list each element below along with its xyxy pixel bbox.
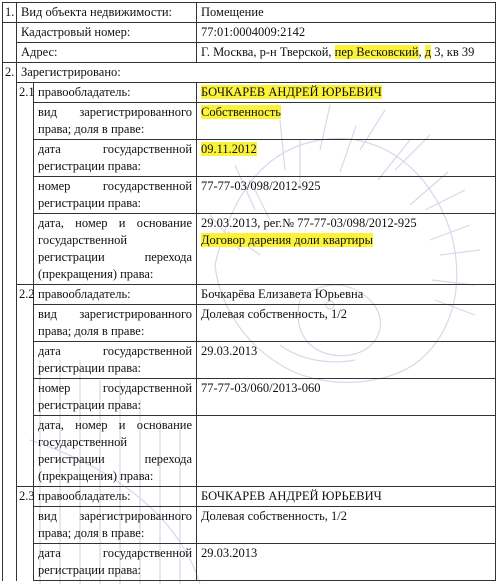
- right-number: 2.2: [17, 285, 34, 305]
- right-2-2-owner-row: [3, 285, 496, 305]
- owner-label: правообладатель:: [34, 285, 197, 305]
- right-2-1-owner-row: [3, 83, 496, 103]
- right-number: 2.1: [17, 83, 34, 103]
- reg-date-value: 29.03.2013: [197, 342, 496, 379]
- right-2-1-basis-row: [3, 214, 496, 285]
- reg-date-label: дата государственной регистрации права:: [34, 544, 197, 581]
- transfer-basis-label: дата, номер и основание государственной регистрации перехода (прекращения) права:: [34, 416, 197, 487]
- reg-number-label: номер государственной регистрации права:: [34, 177, 197, 214]
- right-number: 2.3: [17, 487, 34, 507]
- reg-date-value: 09.11.2012: [197, 140, 496, 177]
- right-2-1-type-row: [3, 103, 496, 140]
- registered-label: Зарегистрировано:: [17, 63, 496, 83]
- address-house-highlight: д: [424, 45, 432, 59]
- right-2-1-date-row: [3, 140, 496, 177]
- owner-value: БОЧКАРЕВ АНДРЕЙ ЮРЬЕВИЧ: [197, 83, 496, 103]
- right-2-3-type-row: [3, 507, 496, 544]
- transfer-basis-value: 29.03.2013, рег.№ 77-77-03/098/2012-925 Договор дарения доли квартиры: [197, 214, 496, 285]
- right-2-2-regnum-row: [3, 379, 496, 416]
- reg-number-label: номер государственной регистрации права:: [34, 379, 197, 416]
- right-type-value: Собственность: [197, 103, 496, 140]
- right-type-label: вид зарегистрированного права; доля в праве:: [34, 305, 197, 342]
- address-label: Адрес:: [17, 43, 197, 63]
- reg-date-label: дата государственной регистрации права:: [34, 140, 197, 177]
- right-type-value: Долевая собственность, 1/2: [197, 507, 496, 544]
- transfer-basis-value: [197, 416, 496, 487]
- object-type-value: Помещение: [197, 3, 496, 23]
- section-number: 2.: [3, 63, 17, 83]
- cadastral-number-value: 77:01:0004009:2142: [197, 23, 496, 43]
- owner-label: правообладатель:: [34, 487, 197, 507]
- right-2-2-type-row: [3, 305, 496, 342]
- right-2-2-date-row: [3, 342, 496, 379]
- right-2-3-date-row: [3, 544, 496, 581]
- owner-value: БОЧКАРЕВ АНДРЕЙ ЮРЬЕВИЧ: [197, 487, 496, 507]
- registered-header-row: [3, 63, 496, 83]
- right-type-value: Долевая собственность, 1/2: [197, 305, 496, 342]
- owner-value: Бочкарёва Елизавета Юрьевна: [197, 285, 496, 305]
- object-type-row: [3, 3, 496, 23]
- registry-extract-table: [2, 2, 496, 581]
- object-type-label: Вид объекта недвижимости:: [17, 3, 197, 23]
- cadastral-number-label: Кадастровый номер:: [17, 23, 197, 43]
- right-type-label: вид зарегистрированного права; доля в праве:: [34, 507, 197, 544]
- reg-number-value: 77-77-03/098/2012-925: [197, 177, 496, 214]
- address-value: Г. Москва, р-н Тверской, пер Весковский, д 3, кв 39: [197, 43, 496, 63]
- reg-date-label: дата государственной регистрации права:: [34, 342, 197, 379]
- owner-label: правообладатель:: [34, 83, 197, 103]
- address-street-highlight: пер Весковский: [334, 45, 419, 59]
- right-2-3-owner-row: [3, 487, 496, 507]
- reg-number-value: 77-77-03/060/2013-060: [197, 379, 496, 416]
- address-row: [3, 43, 496, 63]
- right-2-2-basis-row: [3, 416, 496, 487]
- right-2-1-regnum-row: [3, 177, 496, 214]
- cadastral-number-row: [3, 23, 496, 43]
- reg-date-value: 29.03.2013: [197, 544, 496, 581]
- right-type-label: вид зарегистрированного права; доля в праве:: [34, 103, 197, 140]
- transfer-basis-label: дата, номер и основание государственной регистрации перехода (прекращения) права:: [34, 214, 197, 285]
- section-number: 1.: [3, 3, 17, 23]
